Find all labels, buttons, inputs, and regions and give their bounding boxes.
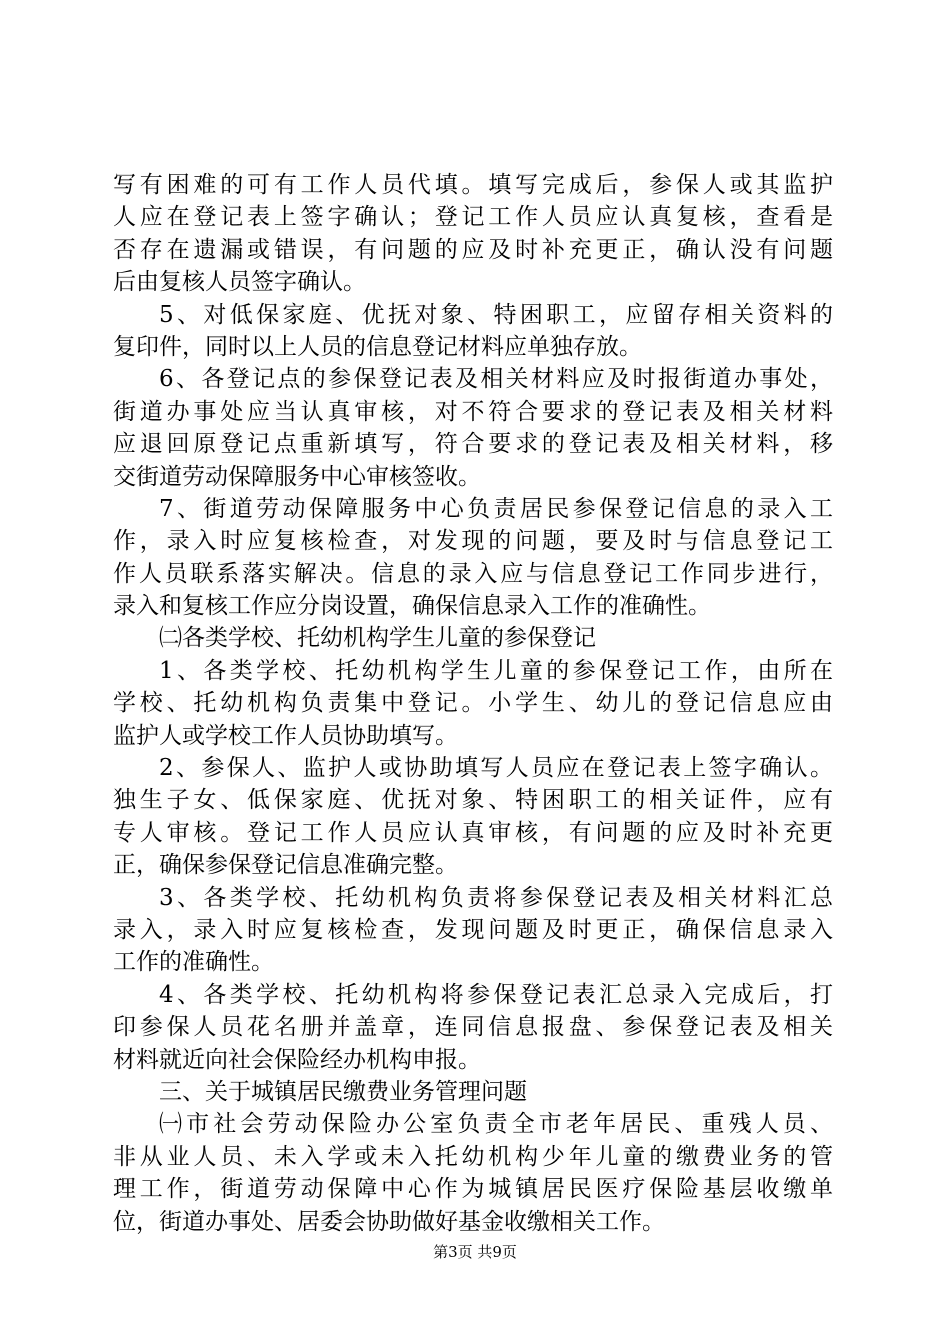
- text-line: 否存在遗漏或错误，有问题的应及时补充更正，确认没有问题: [113, 236, 833, 263]
- text-line: 7、街道劳动保障服务中心负责居民参保登记信息的录入工: [159, 495, 833, 522]
- text-line: 理工作，街道劳动保障中心作为城镇居民医疗保险基层收缴单: [113, 1176, 833, 1203]
- text-line: 作人员联系落实解决。信息的录入应与信息登记工作同步进行，: [113, 560, 833, 587]
- text-line: 4、各类学校、托幼机构将参保登记表汇总录入完成后，打: [159, 981, 833, 1008]
- text-line: 录入，录入时应复核检查，发现问题及时更正，确保信息录入: [113, 916, 833, 943]
- page-number-footer: 第3页 共9页: [433, 1243, 517, 1261]
- text-line: 位，街道办事处、居委会协助做好基金收缴相关工作。: [113, 1208, 665, 1235]
- text-line: 非从业人员、未入学或未入托幼机构少年儿童的缴费业务的管: [113, 1143, 833, 1170]
- text-line: 监护人或学校工作人员协助填写。: [113, 722, 458, 749]
- text-line: 后由复核人员签字确认。: [113, 269, 366, 296]
- text-line: 3、各类学校、托幼机构负责将参保登记表及相关材料汇总: [159, 884, 833, 911]
- text-line: 应退回原登记点重新填写，符合要求的登记表及相关材料，移: [113, 431, 833, 458]
- text-line: 6、各登记点的参保登记表及相关材料应及时报街道办事处，: [159, 366, 833, 393]
- text-line: 人应在登记表上签字确认；登记工作人员应认真复核，查看是: [113, 204, 833, 231]
- text-line: 独生子女、低保家庭、优抚对象、特困职工的相关证件，应有: [113, 787, 833, 814]
- text-line: 写有困难的可有工作人员代填。填写完成后，参保人或其监护: [113, 172, 833, 198]
- section-heading: 三、关于城镇居民缴费业务管理问题: [159, 1078, 527, 1105]
- text-line: ㈠市社会劳动保险办公室负责全市老年居民、重残人员、: [159, 1111, 833, 1138]
- text-line: 正，确保参保登记信息准确完整。: [113, 852, 458, 879]
- text-line: 交街道劳动保障服务中心审核签收。: [113, 463, 481, 490]
- text-line: 街道办事处应当认真审核，对不符合要求的登记表及相关材料: [113, 398, 833, 425]
- document-body: [113, 169, 833, 1238]
- text-line: 录入和复核工作应分岗设置，确保信息录入工作的准确性。: [113, 593, 711, 620]
- text-line: 材料就近向社会保险经办机构申报。: [113, 1046, 481, 1073]
- text-line: 复印件，同时以上人员的信息登记材料应单独存放。: [113, 333, 642, 360]
- text-line: 1、各类学校、托幼机构学生儿童的参保登记工作，由所在: [159, 657, 833, 684]
- text-line: 2、参保人、监护人或协助填写人员应在登记表上签字确认。: [159, 755, 833, 782]
- text-line: 作，录入时应复核检查，对发现的问题，要及时与信息登记工: [113, 528, 833, 555]
- text-line: 工作的准确性。: [113, 949, 274, 976]
- text-line: 印参保人员花名册并盖章，连同信息报盘、参保登记表及相关: [113, 1014, 833, 1041]
- section-heading: ㈡各类学校、托幼机构学生儿童的参保登记: [159, 625, 596, 652]
- text-line: 5、对低保家庭、优抚对象、特困职工，应留存相关资料的: [159, 301, 833, 328]
- text-line: 专人审核。登记工作人员应认真审核，有问题的应及时补充更: [113, 819, 833, 846]
- text-line: 学校、托幼机构负责集中登记。小学生、幼儿的登记信息应由: [113, 690, 833, 717]
